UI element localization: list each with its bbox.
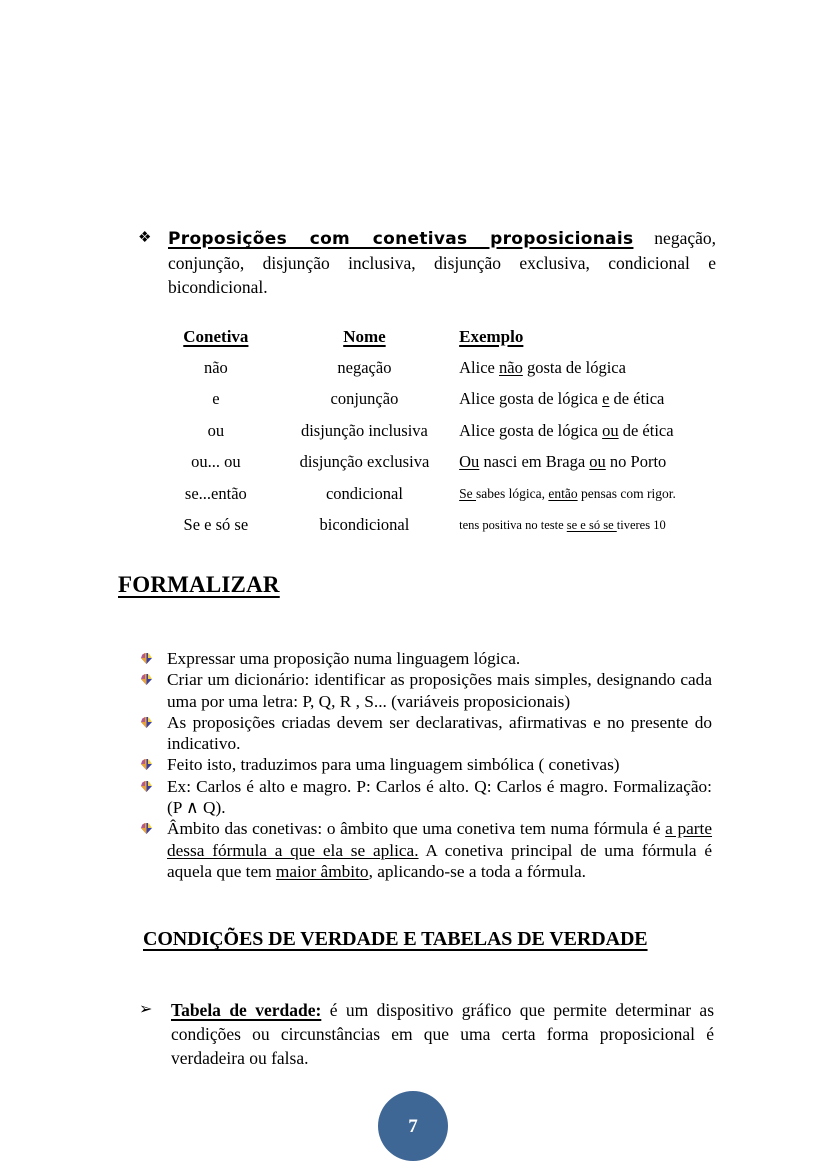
column-header-conetiva: Conetiva xyxy=(183,327,249,346)
cell-nome: conjunção xyxy=(330,389,399,409)
proposicoes-paragraph xyxy=(168,226,716,299)
arrow-bullet-icon xyxy=(140,818,167,836)
table-header-row xyxy=(160,322,720,352)
text-run: Expressar uma proposição numa linguagem lógica. xyxy=(167,649,521,668)
conectiva-table xyxy=(160,322,720,541)
underlined-run: não xyxy=(499,357,523,377)
arrow-bullet-icon xyxy=(140,712,167,730)
definition-body: é um dispositivo gráfico que permite determinar as condições ou circunstâncias em que uma certa forma proposicional é verdadeira ou falsa. xyxy=(171,1000,714,1068)
diamond-bullet-icon: ❖ xyxy=(138,230,152,246)
list-item xyxy=(140,818,712,882)
definition-paragraph xyxy=(171,998,714,1070)
cell-exemplo xyxy=(457,478,720,510)
list-item-text xyxy=(167,712,712,755)
list-item xyxy=(140,712,712,755)
underlined-run: Se xyxy=(459,485,477,501)
cell-nome: condicional xyxy=(325,483,403,503)
text-run: A conetiva principal de uma fórmula é aquela que tem xyxy=(167,840,712,881)
conectiva-table-head xyxy=(160,322,720,352)
text-run: Feito isto, traduzimos para uma linguagem simbólica ( conetivas) xyxy=(167,755,620,775)
text-run: Criar um dicionário: identificar as proposições mais simples, designando cada uma por uma letra: P, Q, R , S... (variáveis proposicionais) xyxy=(167,670,712,711)
proposicoes-block xyxy=(136,226,716,299)
text-run: Alice gosta de lógica xyxy=(459,420,603,440)
table-row xyxy=(160,478,720,510)
cell-exemplo xyxy=(457,384,720,416)
arrow-bullet-icon xyxy=(140,776,167,794)
cell-nome: bicondicional xyxy=(319,515,410,535)
cell-nome: negação xyxy=(337,357,392,377)
table-row xyxy=(160,415,720,447)
column-header-exemplo: Exemplo xyxy=(459,327,524,346)
table-row xyxy=(160,447,720,479)
table-row xyxy=(160,384,720,416)
arrow-bullet-icon xyxy=(140,754,167,772)
text-run: Alice gosta de lógica xyxy=(459,389,603,409)
definition-row xyxy=(136,998,714,1070)
cell-nome: disjunção inclusiva xyxy=(300,420,428,440)
proposicoes-title: Proposições com conetivas proposicionais xyxy=(168,229,634,249)
cell-conetiva: ou xyxy=(207,420,225,440)
underlined-run: e xyxy=(602,389,610,409)
arrow-head-bullet-icon: ➢ xyxy=(139,1001,153,1018)
cell-exemplo xyxy=(457,447,720,479)
underlined-run: a parte dessa fórmula a que ela se aplica. xyxy=(167,819,713,860)
proposicoes-bullet-row xyxy=(136,226,716,299)
text-run: Âmbito das conetivas: o âmbito que uma conetiva tem numa fórmula é xyxy=(167,819,666,839)
text-run: no Porto xyxy=(605,452,667,472)
cell-conetiva: se...então xyxy=(184,483,247,503)
list-item xyxy=(140,669,712,712)
arrow-bullet-icon xyxy=(140,648,167,666)
text-run: tens positiva no teste xyxy=(459,517,567,532)
underlined-run: Ou xyxy=(459,452,480,472)
text-run: sabes lógica, xyxy=(476,485,549,501)
underlined-run: ou xyxy=(602,420,619,440)
list-item-text xyxy=(167,669,712,712)
page-title: FORMALIZAR xyxy=(118,572,280,597)
table-row xyxy=(160,352,720,384)
list-item-text xyxy=(167,776,712,819)
tabela-verdade-block xyxy=(136,998,714,1070)
text-run: de ética xyxy=(618,420,674,440)
cell-conetiva: e xyxy=(212,389,220,409)
underlined-run: ou xyxy=(589,452,606,472)
table-row xyxy=(160,510,720,542)
text-run: gosta de lógica xyxy=(522,357,626,377)
cell-exemplo xyxy=(457,352,720,384)
underlined-run: maior âmbito xyxy=(275,861,369,881)
page-number-label: 7 xyxy=(408,1115,418,1137)
conectiva-table-body xyxy=(160,352,720,541)
cell-conetiva: Se e só se xyxy=(183,515,249,535)
cell-exemplo xyxy=(457,415,720,447)
list-item-text xyxy=(167,648,712,669)
cell-conetiva: não xyxy=(203,357,228,377)
underlined-run: então xyxy=(548,485,578,501)
column-header-nome: Nome xyxy=(343,327,386,346)
cell-conetiva: ou... ou xyxy=(191,452,241,472)
text-run: tiveres 10 xyxy=(616,517,666,532)
text-run: de ética xyxy=(609,389,665,409)
list-item xyxy=(140,776,712,819)
text-run: As proposições criadas devem ser declarativas, afirmativas e no presente do indicativo. xyxy=(167,712,712,754)
definition-term: Tabela de verdade: xyxy=(171,1000,322,1020)
text-run: nasci em Braga xyxy=(479,452,590,472)
cell-exemplo xyxy=(457,510,720,542)
text-run: Alice xyxy=(459,357,499,377)
list-item xyxy=(140,754,712,775)
underlined-run: se e só se xyxy=(566,517,617,532)
formalizar-list xyxy=(140,648,712,882)
list-item xyxy=(140,648,712,669)
cell-nome: disjunção exclusiva xyxy=(299,452,430,472)
proposicoes-body: negação, conjunção, disjunção inclusiva, disjunção exclusiva, condicional e bicondicional. xyxy=(168,228,716,297)
list-item-text xyxy=(167,754,712,775)
section-heading-condicoes: CONDIÇÕES DE VERDADE E TABELAS DE VERDADE xyxy=(143,928,648,950)
list-item-text xyxy=(167,818,712,882)
page-number-badge xyxy=(378,1091,448,1161)
text-run: Ex: Carlos é alto e magro. P: Carlos é alto. Q: Carlos é magro. Formalização: (P ∧ Q). xyxy=(167,776,712,818)
text-run: pensas com rigor. xyxy=(577,485,676,501)
text-run: , aplicando-se a toda a fórmula. xyxy=(368,861,586,881)
arrow-bullet-icon xyxy=(140,669,167,687)
